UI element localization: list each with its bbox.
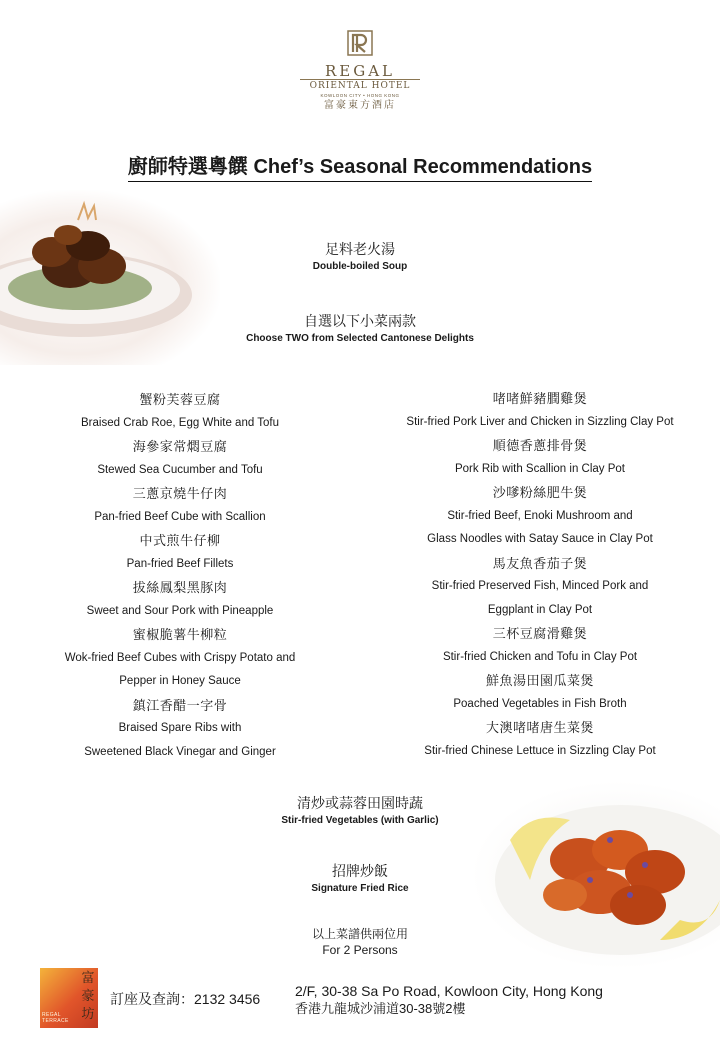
menu-item-zh: 鮮魚湯田園瓜菜煲 (485, 673, 594, 688)
right-menu-column (370, 387, 710, 763)
address (295, 983, 603, 1017)
menu-item-en: Wok-fried Beef Cubes with Crispy Potato and (64, 651, 296, 664)
menu-item-zh: 大澳啫啫唐生菜煲 (485, 720, 594, 735)
hotel-subtitle: ORIENTAL HOTEL (300, 79, 420, 92)
menu-item-zh: 順德香蔥排骨煲 (492, 438, 588, 453)
menu-item-en: Pork Rib with Scallion in Clay Pot (454, 462, 625, 475)
menu-item-en: Braised Crab Roe, Egg White and Tofu (81, 416, 279, 429)
menu-item-zh: 蜜椒脆薯牛柳粒 (132, 627, 228, 642)
soup-zh: 足料老火湯 (325, 241, 395, 257)
serving-note-en: For 2 Persons (322, 943, 398, 957)
menu-item-zh: 三蔥京燒牛仔肉 (132, 486, 228, 501)
menu-item-zh: 三杯豆腐滑雞煲 (492, 626, 588, 641)
rice-section (0, 862, 720, 896)
soup-en: Double-boiled Soup (312, 261, 408, 272)
serving-note (0, 926, 720, 958)
soup-section (0, 240, 720, 274)
menu-item-zh: 中式煎牛仔柳 (139, 533, 221, 548)
menu-item-zh: 沙嗲粉絲肥牛煲 (492, 485, 588, 500)
serving-note-zh: 以上菜譜供兩位用 (311, 927, 408, 941)
rice-en: Signature Fried Rice (311, 883, 409, 894)
terrace-logo-en: REGAL TERRACE (42, 1012, 69, 1024)
vegetables-zh: 清炒或蒜蓉田園時蔬 (297, 795, 423, 811)
menu-item-en: Stewed Sea Cucumber and Tofu (97, 463, 263, 476)
title-zh: 廚師特選粵饌 (127, 156, 248, 178)
menu-item-en: Poached Vegetables in Fish Broth (453, 697, 627, 710)
menu-item-en: Pepper in Honey Sauce (119, 675, 241, 687)
menu-item-zh: 鎮江香醋一字骨 (132, 697, 228, 713)
menu-item-en: Eggplant in Clay Pot (487, 603, 593, 616)
menu-item-zh: 啫啫鮮豬膶雞煲 (492, 391, 588, 406)
choose-zh: 自選以下小菜兩款 (304, 313, 416, 329)
menu-item-en: Stir-fried Preserved Fish, Minced Pork and (431, 580, 649, 592)
menu-item-en: Glass Noodles with Satay Sauce in Clay Pot (427, 533, 653, 545)
hotel-logo (300, 30, 420, 112)
menu-item-en: Stir-fried Chinese Lettuce in Sizzling Clay Pot (424, 744, 656, 757)
menu-item-en: Pan-fried Beef Fillets (126, 557, 234, 570)
menu-item-zh: 海參家常燜豆腐 (132, 439, 228, 454)
menu-item-en: Stir-fried Pork Liver and Chicken in Sizzling Clay Pot (406, 415, 674, 428)
hotel-name-zh: 富豪東方酒店 (324, 100, 396, 111)
choose-en: Choose TWO from Selected Cantonese Delights (246, 333, 474, 344)
menu-item-en: Pan-fried Beef Cube with Scallion (94, 510, 266, 523)
choose-section (0, 312, 720, 346)
menu-item-en: Braised Spare Ribs with (118, 722, 242, 734)
hotel-city: KOWLOON CITY • HONG KONG (320, 93, 400, 98)
menu-item-zh: 馬友魚香茄子煲 (492, 555, 588, 571)
vegetables-en: Stir-fried Vegetables (with Garlic) (281, 815, 439, 826)
menu-item-en: Stir-fried Beef, Enoki Mushroom and (447, 509, 633, 522)
hotel-name: REGAL (324, 62, 396, 80)
menu-item-en: Sweet and Sour Pork with Pineapple (86, 604, 274, 617)
menu-item-en: Stir-fried Chicken and Tofu in Clay Pot (442, 650, 638, 663)
booking-phone: 訂座及查詢：2132 3456 (110, 991, 261, 1007)
hotel-emblem-icon (347, 30, 373, 56)
regal-terrace-logo (40, 968, 98, 1028)
menu-item-zh: 拔絲鳳梨黑豚肉 (132, 580, 228, 595)
title-en: Chef’s Seasonal Recommendations (253, 156, 593, 178)
address-zh: 香港九龍城沙浦道30-38號2樓 (295, 1001, 466, 1016)
rice-zh: 招牌炒飯 (332, 863, 388, 879)
address-en: 2/F, 30-38 Sa Po Road, Kowloon City, Hong Kong (295, 983, 603, 999)
menu-item-en: Sweetened Black Vinegar and Ginger (84, 745, 276, 758)
page-title (0, 154, 720, 182)
left-menu-column (10, 388, 350, 764)
terrace-logo-zh: 富豪坊 (81, 971, 95, 1022)
menu-item-zh: 蟹粉芙蓉豆腐 (139, 392, 221, 407)
vegetables-section (0, 794, 720, 828)
